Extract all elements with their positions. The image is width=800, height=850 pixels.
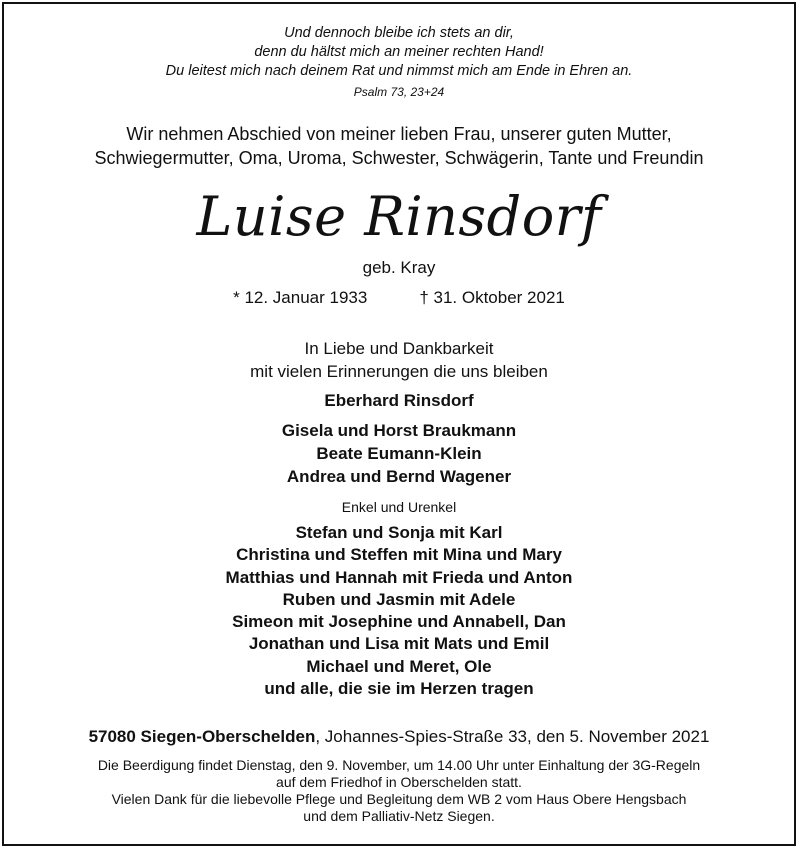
psalm-verse [4,24,794,81]
intro-line: Schwiegermutter, Oma, Uroma, Schwester, Schwägerin, Tante und Freundin [94,148,704,168]
notice-frame [2,2,796,846]
address-rest: , Johannes-Spies-Straße 33, den 5. November 2021 [315,727,710,746]
thanks-line: mit vielen Erinnerungen die uns bleiben [250,362,548,381]
intro-line: Wir nehmen Abschied von meiner lieben Frau, unserer guten Mutter, [126,124,672,144]
grandchild-entry: und alle, die sie im Herzen tragen [264,679,534,699]
grandchild-entry: Jonathan und Lisa mit Mats und Emil [248,634,550,654]
grandchild-entry: Stefan und Sonja mit Karl [295,523,503,542]
verse-line: Du leitest mich nach deinem Rat und nimmst mich am Ende in Ehren an. [165,63,633,79]
funeral-info [4,757,794,825]
address-line [4,727,794,747]
grandchild-entry: Christina und Steffen mit Mina und Mary [236,545,562,565]
funeral-line: und dem Palliativ-Netz Siegen. [303,808,495,824]
thanks-line: In Liebe und Dankbarkeit [304,339,494,358]
grandchildren-list [4,522,794,700]
death-date: † 31. Oktober 2021 [419,288,565,307]
birth-date: * 12. Januar 1933 [233,288,368,307]
funeral-line: auf dem Friedhof in Oberschelden statt. [276,774,522,790]
thanks-text [4,337,794,383]
verse-line: denn du hältst mich an meiner rechten Hand! [254,44,544,60]
children-list [4,419,794,488]
child-entry: Gisela und Horst Braukmann [281,421,517,440]
life-dates [4,288,794,308]
grandchild-entry: Ruben und Jasmin mit Adele [282,589,516,609]
deceased-name: Luise Rinsdorf [196,185,602,248]
funeral-line: Vielen Dank für die liebevolle Pflege und Begleitung dem WB 2 vom Haus Obere Hengsbach [111,791,687,807]
intro-text [4,122,794,170]
grandchild-entry: Simeon mit Josephine und Annabell, Dan [232,612,566,632]
psalm-reference: Psalm 73, 23+24 [353,85,445,99]
child-entry: Andrea und Bernd Wagener [286,467,512,486]
address-place: 57080 Siegen-Oberschelden [88,727,316,746]
grandchild-entry: Matthias und Hannah mit Frieda und Anton [225,567,573,587]
verse-line: Und dennoch bleibe ich stets an dir, [284,25,514,41]
maiden-name: geb. Kray [362,258,436,277]
grandchildren-label: Enkel und Urenkel [341,499,457,515]
child-entry: Beate Eumann-Klein [316,444,482,463]
grandchild-entry: Michael und Meret, Ole [306,656,492,676]
funeral-line: Die Beerdigung findet Dienstag, den 9. November, um 14.00 Uhr unter Einhaltung der 3G-Regeln [97,757,701,773]
husband-name: Eberhard Rinsdorf [324,391,474,410]
